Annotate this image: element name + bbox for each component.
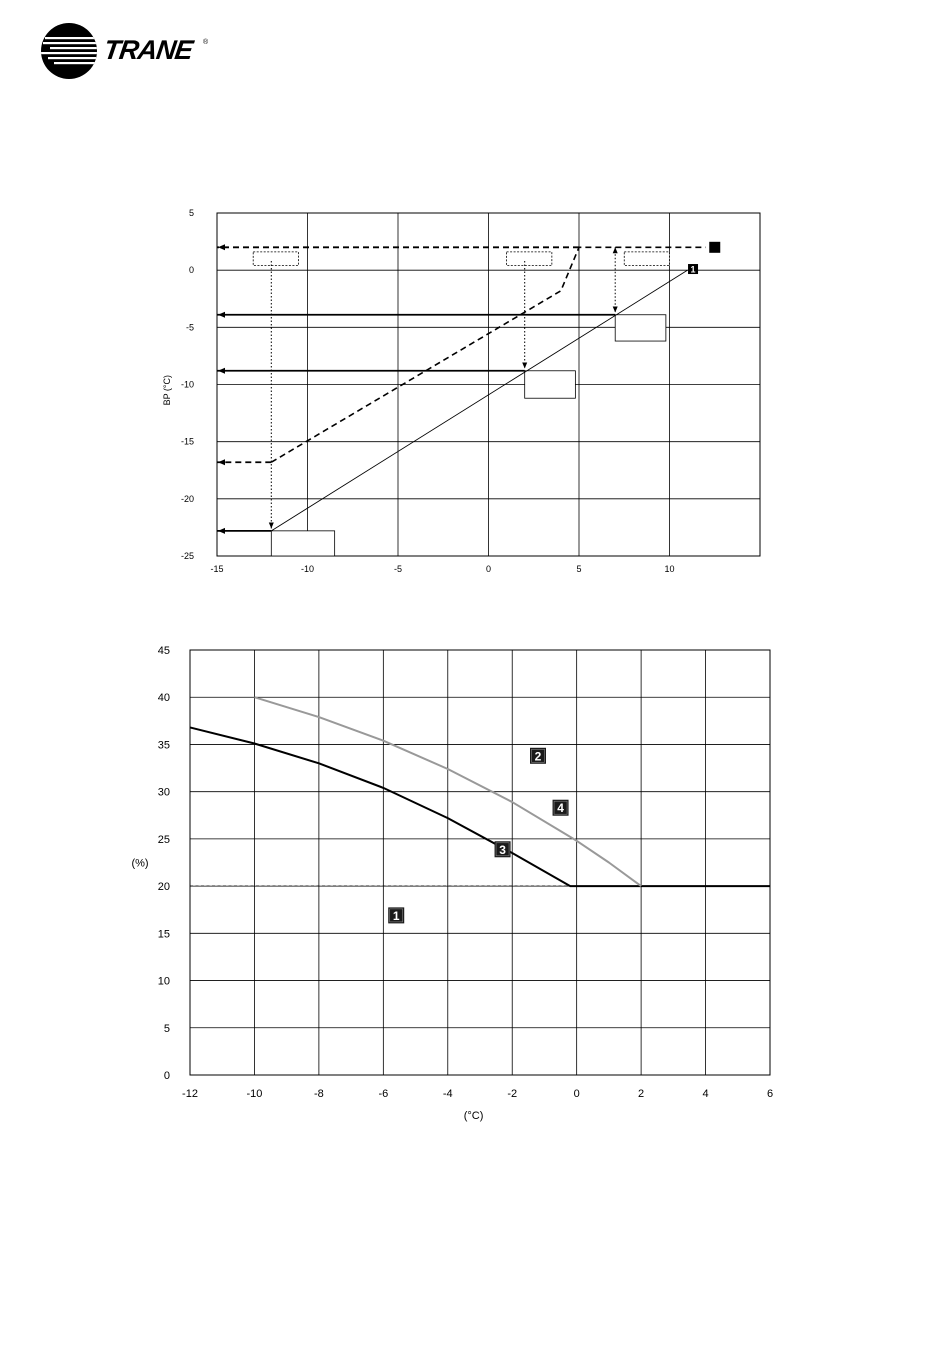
chart2-y-tick-label: 25	[157, 833, 170, 846]
chart1-empty-dashed-box	[253, 252, 298, 266]
chart1-empty-label-boxes	[253, 252, 669, 556]
percent-chart	[120, 640, 800, 1130]
chart2-plot-frame	[190, 650, 770, 1075]
chart1-x-tick-label: 5	[576, 564, 582, 574]
chart2-y-tick-label: 40	[157, 692, 170, 705]
chart1-arrowhead	[218, 528, 225, 534]
chart2-x-axis-label: (°C)	[463, 1110, 484, 1122]
chart2-label-box-2-text: 2	[534, 749, 542, 764]
chart2-y-axis-label: (%)	[131, 857, 149, 870]
chart1-arrowhead	[218, 312, 225, 318]
chart1-empty-dashed-box	[507, 252, 552, 266]
chart2-label-box-4-text: 4	[557, 801, 564, 816]
chart2-y-tick-label: 10	[157, 975, 170, 988]
logo-wordmark: TRANE	[101, 34, 195, 65]
chart2-x-tick-label: -10	[246, 1088, 263, 1100]
chart2-y-tick-label: 45	[157, 645, 170, 657]
chart1-y-tick-label: -20	[180, 493, 194, 504]
chart1-empty-dashed-box	[624, 252, 669, 266]
chart1-arrowhead	[522, 362, 527, 368]
chart1-x-tick-label: 10	[664, 564, 675, 574]
chart1-x-tick-label: -15	[210, 564, 224, 574]
chart1-arrowhead	[218, 368, 225, 374]
chart2-x-tick-label: -4	[442, 1088, 453, 1100]
chart2-x-tick-label: -12	[182, 1088, 198, 1100]
chart2-x-tick-label: -6	[378, 1088, 389, 1100]
chart1-y-tick-label: 0	[188, 265, 194, 276]
chart1-arrowhead	[218, 244, 225, 250]
chart1-y-tick-label: -25	[180, 551, 194, 561]
chart1-empty-value-box	[271, 531, 334, 556]
chart1-y-tick-label: -15	[180, 436, 194, 447]
chart1-marker-black-end-box	[709, 242, 720, 253]
chart1-x-tick-label: -10	[300, 564, 315, 574]
trane-logo	[40, 22, 220, 80]
chart2-x-tick-label: 6	[766, 1088, 774, 1100]
chart2-x-tick-label: 2	[638, 1088, 645, 1100]
chart1-empty-value-box	[525, 371, 576, 398]
chart1-y-axis-label: BP (°C)	[162, 374, 172, 406]
chart2-y-tick-label: 15	[157, 928, 170, 941]
chart1-y-tick-label: 5	[188, 208, 194, 218]
chart1-arrowhead	[218, 459, 225, 465]
chart1-empty-value-box	[615, 315, 666, 341]
chart2-tick-labels	[158, 645, 773, 1100]
bp-chart	[150, 200, 770, 590]
chart2-x-tick-label: -8	[313, 1088, 324, 1100]
chart1-arrowhead	[269, 523, 274, 529]
chart1-marker-1-text: 1	[690, 264, 696, 275]
chart1-arrowhead	[613, 306, 618, 312]
chart2-y-tick-label: 30	[157, 786, 170, 799]
chart1-x-tick-label: 0	[485, 564, 492, 574]
chart1-annotations	[688, 242, 720, 275]
chart2-label-box-3-text: 3	[499, 842, 506, 857]
chart2-line-black-curve	[190, 727, 770, 886]
chart1-x-tick-label: -5	[393, 564, 403, 574]
chart2-y-tick-label: 0	[163, 1070, 170, 1082]
chart2-grid	[190, 650, 770, 1075]
chart1-y-tick-label: -5	[185, 322, 194, 333]
chart2-x-tick-label: 4	[702, 1088, 709, 1100]
chart1-arrowhead	[613, 247, 618, 253]
chart1-line-solid-reference-line	[271, 270, 687, 531]
chart2-y-tick-label: 35	[157, 739, 170, 752]
chart1-y-tick-label: -10	[180, 379, 194, 390]
logo-registered-mark: ®	[203, 39, 209, 46]
chart2-y-tick-label: 20	[157, 881, 170, 894]
chart2-y-tick-label: 5	[163, 1022, 170, 1035]
chart2-label-box-1-text: 1	[392, 908, 400, 923]
chart2-x-tick-label: 0	[573, 1088, 580, 1100]
chart2-x-tick-label: -2	[507, 1088, 518, 1100]
